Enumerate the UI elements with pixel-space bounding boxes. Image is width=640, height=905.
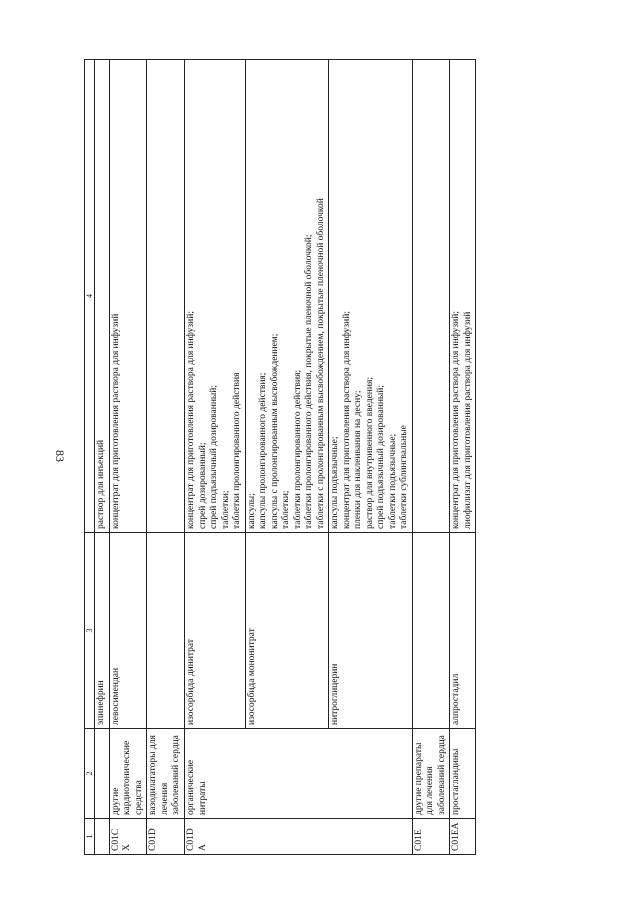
- dosage-form: пленки для наклеивания на десну;: [353, 390, 363, 529]
- table-row: [412, 60, 450, 855]
- group-name: вазодилататоры для лечения заболеваний сердца: [147, 729, 185, 819]
- dosage-forms: [329, 60, 413, 533]
- dosage-form: раствор для внутривенного введения;: [364, 377, 375, 529]
- drug-name: [412, 533, 450, 729]
- table-row: [109, 60, 147, 855]
- drug-name: [147, 533, 185, 729]
- table-row: [450, 60, 476, 855]
- dosage-forms: [412, 60, 450, 533]
- atc-code: [95, 819, 110, 855]
- dosage-form: таблетки;: [220, 490, 231, 529]
- drug-name: изосорбида мононитрат: [245, 533, 329, 729]
- page-number: 83: [53, 450, 67, 462]
- atc-code: C01E: [412, 819, 450, 855]
- dosage-forms: [147, 60, 185, 533]
- dosage-form: капсулы с пролонгированным высвобождением;: [269, 333, 280, 529]
- dosage-form: концентрат для приготовления раствора для инфузий;: [341, 311, 352, 529]
- dosage-form: спрей подъязычный дозированный;: [209, 384, 219, 529]
- table-row: [185, 60, 246, 855]
- dosage-form: концентрат для приготовления раствора для инфузий: [110, 313, 121, 529]
- table-row: [95, 60, 110, 855]
- atc-code: C01DA: [185, 819, 413, 855]
- atc-code: C01EA: [450, 819, 476, 855]
- dosage-forms: [450, 60, 476, 533]
- dosage-form: концентрат для приготовления раствора для инфузий;: [186, 311, 196, 529]
- table-row: [147, 60, 185, 855]
- dosage-form: лиофилизат для приготовления раствора для инфузий: [462, 311, 473, 529]
- column-number-row: [85, 60, 95, 855]
- group-name: органические нитраты: [185, 729, 413, 819]
- group-name: простагландины: [450, 729, 476, 819]
- drug-name: левосимендан: [109, 533, 147, 729]
- dosage-form: спрей дозированный;: [197, 442, 208, 529]
- atc-code: C01CX: [109, 819, 147, 855]
- group-name: [95, 729, 110, 819]
- dosage-form: таблетки пролонгированного действия;: [292, 369, 303, 529]
- dosage-form: таблетки пролонгированного действия, покрытые пленочной оболочкой;: [304, 234, 314, 529]
- dosage-form: таблетки подъязычные;: [387, 433, 398, 529]
- dosage-form: капсулы пролонгированного действия;: [258, 372, 268, 529]
- atc-code: C01D: [147, 819, 185, 855]
- dosage-form: таблетки с пролонгированным высвобождением, покрытые пленочной оболочкой: [315, 198, 326, 529]
- drug-name: изосорбида динитрат: [185, 533, 246, 729]
- dosage-form: таблетки пролонгированного действия: [232, 372, 242, 529]
- dosage-forms: [185, 60, 246, 533]
- dosage-forms: [95, 60, 110, 533]
- drug-name: эпинефрин: [95, 533, 110, 729]
- dosage-forms: [109, 60, 147, 533]
- group-name: другие кардиотонические средства: [109, 729, 147, 819]
- col-number-3: 3: [85, 533, 95, 729]
- dosage-form: раствор для инъекций: [96, 439, 106, 529]
- dosage-form: концентрат для приготовления раствора для инфузий;: [451, 311, 461, 529]
- dosage-forms: [245, 60, 329, 533]
- drug-table: [84, 59, 476, 855]
- dosage-form: капсулы подъязычные;: [330, 436, 340, 529]
- dosage-form: таблетки сублингвальные: [399, 425, 409, 529]
- dosage-form: капсулы;: [246, 493, 257, 529]
- col-number-2: 2: [85, 729, 95, 819]
- drug-name: нитроглицерин: [329, 533, 413, 729]
- dosage-form: спрей подъязычный дозированный;: [376, 384, 386, 529]
- col-number-4: 4: [85, 60, 95, 533]
- drug-name: алпростадил: [450, 533, 476, 729]
- drug-table-landscape: [84, 60, 538, 855]
- group-name: другие препараты для лечения заболеваний сердца: [412, 729, 450, 819]
- dosage-form: таблетки;: [281, 490, 291, 529]
- col-number-1: 1: [85, 819, 95, 855]
